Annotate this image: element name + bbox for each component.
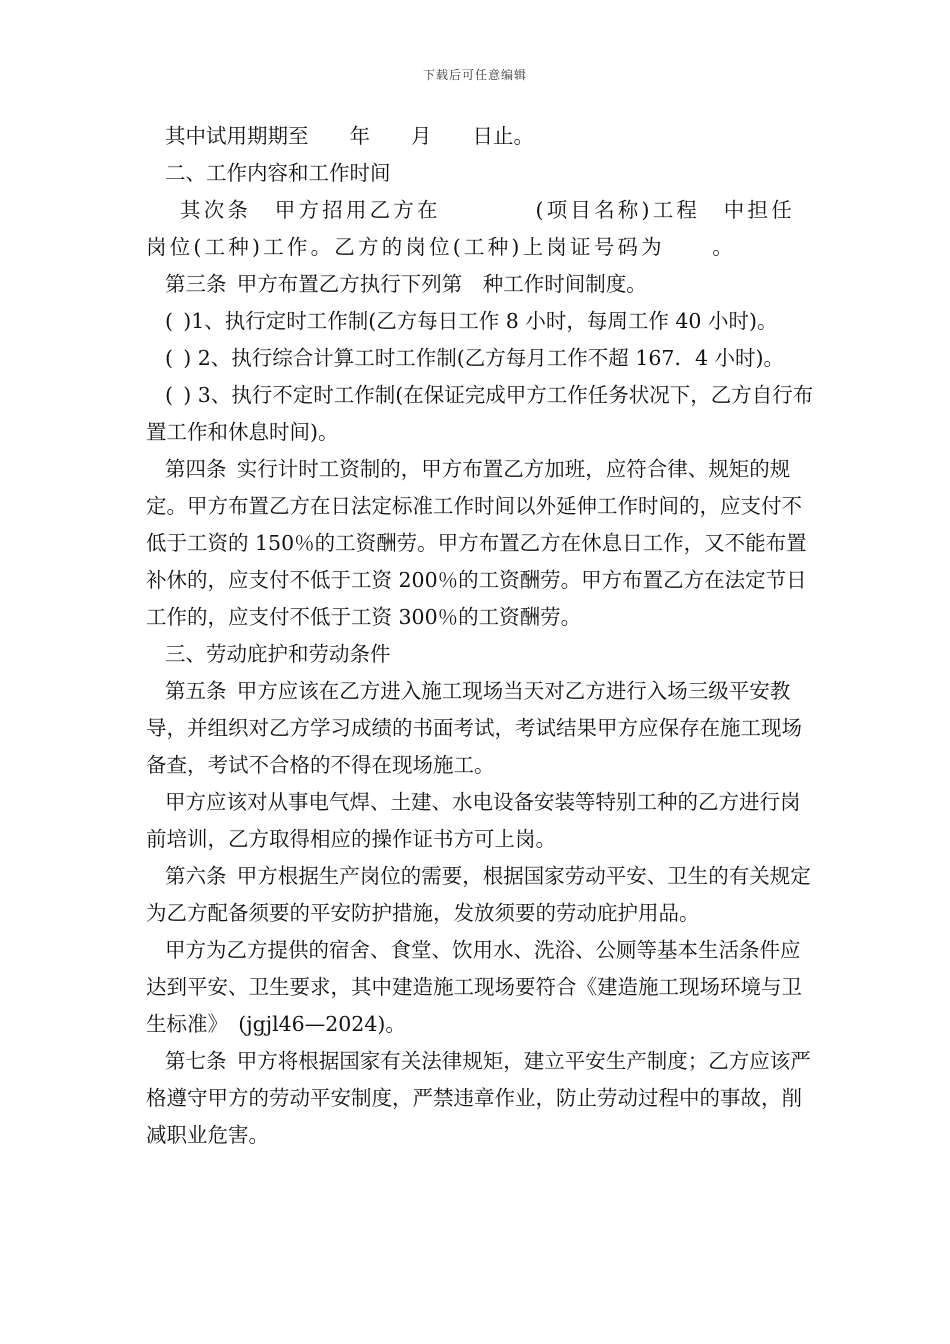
article-6-paragraph: 第六条 甲方根据生产岗位的需要，根据国家劳动平安、卫生的有关规定为乙方配备须要的平安防护措施，发放须要的劳动庇护用品。 [146, 864, 811, 925]
article-2-paragraph: 其次条 甲方招用乙方在 (项目名称)工程 中担任岗位(工种)工作。乙方的岗位(工种)上岗证号码为 。 [146, 198, 795, 259]
option-3-flexible-hours: ( ) 3、执行不定时工作制(在保证完成甲方工作任务状况下，乙方自行布置工作和休息时间)。 [146, 383, 814, 444]
page-header: 下载后可任意编辑 [422, 68, 527, 82]
paragraph-probation-period: 其中试用期期至 年 月 日止。 [165, 124, 534, 148]
document-body [146, 118, 816, 1154]
section-heading-labor-protection: 三、劳动庇护和劳动条件 [165, 642, 391, 666]
special-training-paragraph: 甲方应该对从事电气焊、土建、水电设备安装等特别工种的乙方进行岗前培训，乙方取得相应的操作证书方可上岗。 [146, 790, 801, 851]
living-conditions-paragraph: 甲方为乙方提供的宿舍、食堂、饮用水、洗浴、公厕等基本生活条件应达到平安、卫生要求，其中建造施工现场要符合《建造施工现场环境与卫生标准》 (jgjl46—2024)。 [146, 938, 802, 1036]
section-heading-work-content: 二、工作内容和工作时间 [165, 161, 391, 185]
option-2-comprehensive-hours: ( ) 2、执行综合计算工时工作制(乙方每月工作不超 167．4 小时)。 [165, 346, 785, 370]
article-5-paragraph: 第五条 甲方应该在乙方进入施工现场当天对乙方进行入场三级平安教导，并组织对乙方学习成绩的书面考试，考试结果甲方应保存在施工现场备查，考试不合格的不得在现场施工。 [146, 679, 802, 777]
article-4-paragraph: 第四条 实行计时工资制的，甲方布置乙方加班，应符合律、规矩的规定。甲方布置乙方在日法定标准工作时间以外延伸工作时间的，应支付不低于工资的 150％的工资酬劳。甲方布置乙方在休息日工作，又不能布置补休的，应支付不低于工资 200％的工资酬劳。甲方布置乙方在法定节日工作的，应支付不低于工资 300％的工资酬劳。 [146, 457, 807, 629]
article-7-paragraph: 第七条 甲方将根据国家有关法律规矩，建立平安生产制度；乙方应该严格遵守甲方的劳动平安制度，严禁违章作业，防止劳动过程中的事故，削减职业危害。 [146, 1049, 811, 1147]
article-3-paragraph: 第三条 甲方布置乙方执行下列第 种工作时间制度。 [165, 272, 647, 296]
option-1-fixed-hours: ( )1、执行定时工作制(乙方每日工作 8 小时，每周工作 40 小时)。 [165, 309, 778, 333]
